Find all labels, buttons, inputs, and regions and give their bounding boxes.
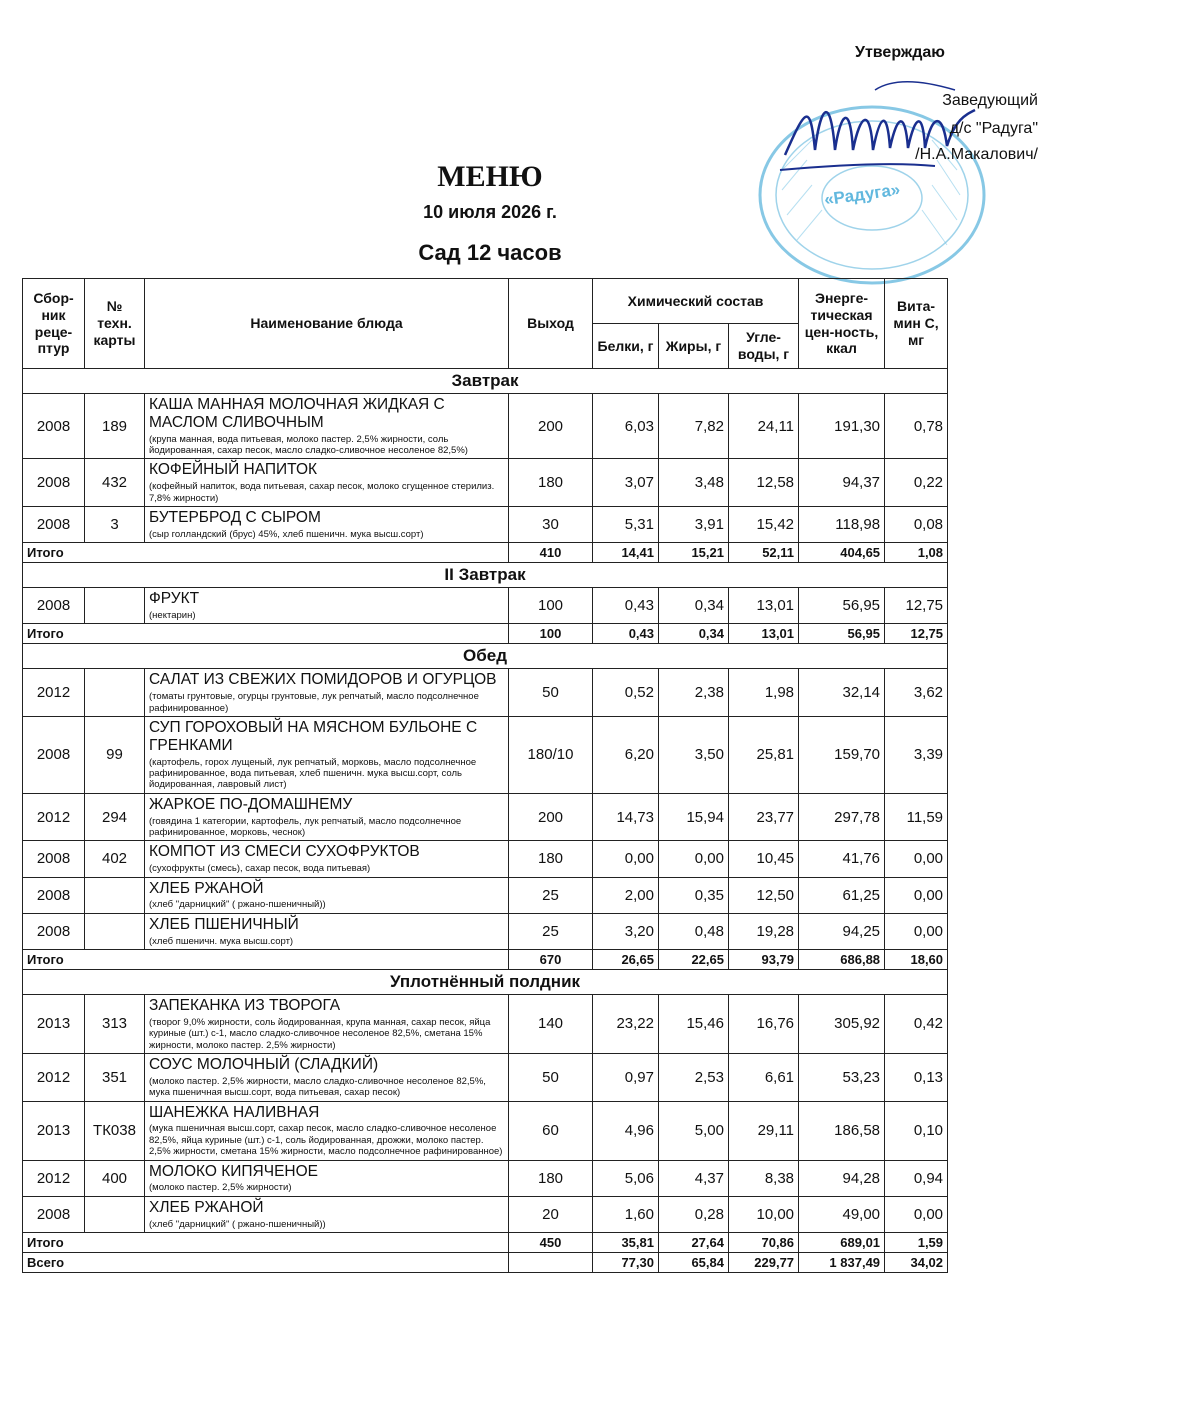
dish-composition: (молоко пастер. 2,5% жирности) xyxy=(149,1182,292,1194)
table-row xyxy=(23,913,948,949)
grand-total-yield xyxy=(509,1252,593,1272)
cell-collection: 2013 xyxy=(23,995,85,1054)
document-group: Сад 12 часов xyxy=(418,240,562,265)
dish-composition: (творог 9,0% жирности, соль йодированная, крупа манная, сахар песок, яйца куриные (шт.) с-1, масло сладко-сливочное несоленое 82,5%, сметана 15% жирности, молоко пастер. 2,5% жирности) xyxy=(149,1016,491,1051)
header-chem: Химический состав xyxy=(593,279,799,324)
dish-composition: (говядина 1 категории, картофель, лук репчатый, масло подсолнечное рафинированное, морковь, чеснок) xyxy=(149,815,462,838)
cell-dish xyxy=(145,717,509,794)
grand-total-energy: 1 837,49 xyxy=(799,1252,885,1272)
total-label: Итого xyxy=(23,1232,509,1252)
total-vitamin: 1,08 xyxy=(885,543,948,563)
dish-composition: (сухофрукты (смесь), сахар песок, вода питьевая) xyxy=(149,863,371,875)
cell-yield: 200 xyxy=(509,394,593,459)
section-row xyxy=(23,369,948,394)
cell-tech-card xyxy=(85,1196,145,1232)
dish-composition: (кофейный напиток, вода питьевая, сахар песок, молоко сгущенное стерилиз. 7,8% жирности) xyxy=(149,481,495,504)
dish-name: КАША МАННАЯ МОЛОЧНАЯ ЖИДКАЯ С МАСЛОМ СЛИВОЧНЫМ xyxy=(149,396,445,431)
cell-vitamin: 0,94 xyxy=(885,1160,948,1196)
cell-protein: 6,03 xyxy=(593,394,659,459)
cell-tech-card: 351 xyxy=(85,1053,145,1101)
cell-protein: 23,22 xyxy=(593,995,659,1054)
cell-dish xyxy=(145,877,509,913)
cell-tech-card: 294 xyxy=(85,793,145,841)
cell-energy: 53,23 xyxy=(799,1053,885,1101)
cell-carbs: 19,28 xyxy=(729,913,799,949)
document-date: 10 июля 2026 г. xyxy=(423,202,557,222)
cell-energy: 191,30 xyxy=(799,394,885,459)
cell-carbs: 10,00 xyxy=(729,1196,799,1232)
cell-tech-card: 189 xyxy=(85,394,145,459)
cell-collection: 2012 xyxy=(23,1053,85,1101)
dish-composition: (картофель, горох лущеный, лук репчатый, морковь, масло подсолнечное рафинированное, вода питьевая, хлеб пшеничн. мука высш.сорт, соль йодированная, лавровый лист) xyxy=(149,756,477,791)
cell-dish xyxy=(145,1196,509,1232)
cell-yield: 60 xyxy=(509,1101,593,1160)
cell-dish xyxy=(145,1101,509,1160)
cell-collection: 2008 xyxy=(23,1196,85,1232)
cell-tech-card xyxy=(85,669,145,717)
dish-name: ФРУКТ xyxy=(149,590,200,608)
cell-vitamin: 0,00 xyxy=(885,913,948,949)
total-vitamin: 18,60 xyxy=(885,950,948,970)
dish-name: БУТЕРБРОД С СЫРОМ xyxy=(149,509,321,526)
cell-fat: 0,35 xyxy=(659,877,729,913)
cell-fat: 15,94 xyxy=(659,793,729,841)
dish-name: САЛАТ ИЗ СВЕЖИХ ПОМИДОРОВ И ОГУРЦОВ xyxy=(149,671,497,689)
cell-carbs: 1,98 xyxy=(729,669,799,717)
header-energy: Энерге-тическая цен-ность, ккал xyxy=(799,279,885,369)
cell-yield: 200 xyxy=(509,793,593,841)
cell-yield: 180 xyxy=(509,1160,593,1196)
header-protein: Белки, г xyxy=(593,324,659,369)
total-vitamin: 12,75 xyxy=(885,624,948,644)
cell-dish xyxy=(145,459,509,507)
total-protein: 26,65 xyxy=(593,950,659,970)
cell-collection: 2012 xyxy=(23,1160,85,1196)
section-row xyxy=(23,644,948,669)
cell-energy: 94,28 xyxy=(799,1160,885,1196)
table-row xyxy=(23,588,948,624)
cell-fat: 0,48 xyxy=(659,913,729,949)
total-yield: 670 xyxy=(509,950,593,970)
cell-vitamin: 0,10 xyxy=(885,1101,948,1160)
table-row xyxy=(23,877,948,913)
table-row xyxy=(23,507,948,543)
cell-dish xyxy=(145,995,509,1054)
cell-protein: 1,60 xyxy=(593,1196,659,1232)
total-carbs: 13,01 xyxy=(729,624,799,644)
section-title: Уплотнённый полдник xyxy=(23,970,948,995)
section-title: Завтрак xyxy=(23,369,948,394)
cell-vitamin: 0,78 xyxy=(885,394,948,459)
total-fat: 0,34 xyxy=(659,624,729,644)
dish-name: ХЛЕБ РЖАНОЙ xyxy=(149,1198,264,1216)
cell-collection: 2012 xyxy=(23,669,85,717)
section-title: Обед xyxy=(23,644,948,669)
cell-fat: 3,50 xyxy=(659,717,729,794)
section-title: II Завтрак xyxy=(23,563,948,588)
cell-collection: 2008 xyxy=(23,394,85,459)
total-energy: 404,65 xyxy=(799,543,885,563)
cell-dish xyxy=(145,1053,509,1101)
approval-organization: д/с "Радуга" xyxy=(949,120,1038,137)
cell-fat: 3,48 xyxy=(659,459,729,507)
cell-vitamin: 0,42 xyxy=(885,995,948,1054)
section-row xyxy=(23,563,948,588)
total-yield: 100 xyxy=(509,624,593,644)
cell-tech-card: 400 xyxy=(85,1160,145,1196)
cell-carbs: 6,61 xyxy=(729,1053,799,1101)
approval-name: /Н.А.Макалович/ xyxy=(915,146,1038,163)
total-label: Итого xyxy=(23,950,509,970)
cell-yield: 25 xyxy=(509,877,593,913)
header-dish-name: Наименование блюда xyxy=(145,279,509,369)
cell-protein: 0,97 xyxy=(593,1053,659,1101)
header-collection: Сбор-ник реце-птур xyxy=(23,279,85,369)
total-fat: 22,65 xyxy=(659,950,729,970)
grand-total-label: Всего xyxy=(23,1252,509,1272)
table-row xyxy=(23,1196,948,1232)
cell-protein: 5,31 xyxy=(593,507,659,543)
cell-vitamin: 0,22 xyxy=(885,459,948,507)
total-energy: 686,88 xyxy=(799,950,885,970)
cell-protein: 0,52 xyxy=(593,669,659,717)
cell-vitamin: 0,00 xyxy=(885,841,948,877)
cell-protein: 3,20 xyxy=(593,913,659,949)
cell-energy: 297,78 xyxy=(799,793,885,841)
cell-carbs: 15,42 xyxy=(729,507,799,543)
approval-block xyxy=(800,40,1060,290)
cell-energy: 159,70 xyxy=(799,717,885,794)
total-row xyxy=(23,1232,948,1252)
cell-tech-card xyxy=(85,877,145,913)
cell-fat: 0,28 xyxy=(659,1196,729,1232)
cell-collection: 2008 xyxy=(23,841,85,877)
dish-composition: (сыр голландский (брус) 45%, хлеб пшеничн. мука высш.сорт) xyxy=(149,528,424,540)
menu-body xyxy=(23,369,948,1273)
grand-total-carbs: 229,77 xyxy=(729,1252,799,1272)
cell-energy: 94,25 xyxy=(799,913,885,949)
cell-energy: 32,14 xyxy=(799,669,885,717)
cell-yield: 100 xyxy=(509,588,593,624)
cell-dish xyxy=(145,507,509,543)
cell-collection: 2008 xyxy=(23,877,85,913)
cell-tech-card: 313 xyxy=(85,995,145,1054)
cell-yield: 140 xyxy=(509,995,593,1054)
dish-name: СУП ГОРОХОВЫЙ НА МЯСНОМ БУЛЬОНЕ С ГРЕНКАМИ xyxy=(149,719,478,754)
table-row xyxy=(23,394,948,459)
table-row xyxy=(23,1160,948,1196)
dish-composition: (хлеб "дарницкий" ( ржано-пшеничный)) xyxy=(149,899,326,911)
cell-dish xyxy=(145,394,509,459)
cell-protein: 14,73 xyxy=(593,793,659,841)
cell-yield: 20 xyxy=(509,1196,593,1232)
cell-dish xyxy=(145,841,509,877)
cell-vitamin: 0,08 xyxy=(885,507,948,543)
cell-collection: 2008 xyxy=(23,588,85,624)
cell-yield: 180 xyxy=(509,459,593,507)
cell-tech-card: ТК038 xyxy=(85,1101,145,1160)
header-yield: Выход xyxy=(509,279,593,369)
total-energy: 56,95 xyxy=(799,624,885,644)
cell-fat: 15,46 xyxy=(659,995,729,1054)
dish-name: ХЛЕБ ПШЕНИЧНЫЙ xyxy=(149,915,299,933)
cell-vitamin: 3,62 xyxy=(885,669,948,717)
cell-yield: 25 xyxy=(509,913,593,949)
cell-vitamin: 3,39 xyxy=(885,717,948,794)
grand-total-row xyxy=(23,1252,948,1272)
cell-energy: 41,76 xyxy=(799,841,885,877)
cell-tech-card xyxy=(85,913,145,949)
cell-carbs: 12,58 xyxy=(729,459,799,507)
dish-name: КОМПОТ ИЗ СМЕСИ СУХОФРУКТОВ xyxy=(149,843,420,861)
total-protein: 14,41 xyxy=(593,543,659,563)
dish-composition: (крупа манная, вода питьевая, молоко пастер. 2,5% жирности, соль йодированная, сахар песок, масло сладко-сливочное несоленое 82,5%) xyxy=(149,433,468,457)
cell-energy: 49,00 xyxy=(799,1196,885,1232)
total-energy: 689,01 xyxy=(799,1232,885,1252)
dish-name: КОФЕЙНЫЙ НАПИТОК xyxy=(149,461,318,479)
total-row xyxy=(23,543,948,563)
total-protein: 0,43 xyxy=(593,624,659,644)
total-row xyxy=(23,624,948,644)
cell-carbs: 16,76 xyxy=(729,995,799,1054)
menu-table xyxy=(22,278,948,1273)
cell-carbs: 10,45 xyxy=(729,841,799,877)
cell-yield: 30 xyxy=(509,507,593,543)
dish-composition: (нектарин) xyxy=(149,610,196,622)
total-yield: 410 xyxy=(509,543,593,563)
total-carbs: 70,86 xyxy=(729,1232,799,1252)
cell-yield: 50 xyxy=(509,1053,593,1101)
header-carbs: Угле-воды, г xyxy=(729,324,799,369)
cell-carbs: 24,11 xyxy=(729,394,799,459)
cell-protein: 0,43 xyxy=(593,588,659,624)
dish-composition: (молоко пастер. 2,5% жирности, масло сладко-сливочное несоленое 82,5%, мука пшеничная высш.сорт, вода питьевая, сахар песок) xyxy=(149,1075,486,1099)
document-title: МЕНЮ xyxy=(437,160,543,193)
dish-name: СОУС МОЛОЧНЫЙ (СЛАДКИЙ) xyxy=(149,1055,379,1073)
total-yield: 450 xyxy=(509,1232,593,1252)
cell-protein: 4,96 xyxy=(593,1101,659,1160)
cell-yield: 50 xyxy=(509,669,593,717)
grand-total-vitamin: 34,02 xyxy=(885,1252,948,1272)
total-fat: 27,64 xyxy=(659,1232,729,1252)
cell-dish xyxy=(145,793,509,841)
cell-vitamin: 12,75 xyxy=(885,588,948,624)
table-row xyxy=(23,793,948,841)
table-row xyxy=(23,1053,948,1101)
table-row xyxy=(23,717,948,794)
cell-dish xyxy=(145,669,509,717)
dish-composition: (томаты грунтовые, огурцы грунтовые, лук репчатый, масло подсолнечное рафинированное) xyxy=(149,691,479,714)
cell-fat: 7,82 xyxy=(659,394,729,459)
dish-composition: (хлеб "дарницкий" ( ржано-пшеничный)) xyxy=(149,1218,326,1230)
cell-fat: 0,00 xyxy=(659,841,729,877)
cell-energy: 305,92 xyxy=(799,995,885,1054)
dish-name: ХЛЕБ РЖАНОЙ xyxy=(149,879,264,897)
dish-name: МОЛОКО КИПЯЧЕНОЕ xyxy=(149,1162,319,1180)
cell-fat: 5,00 xyxy=(659,1101,729,1160)
cell-vitamin: 11,59 xyxy=(885,793,948,841)
dish-name: ЖАРКОЕ ПО-ДОМАШНЕМУ xyxy=(149,795,353,813)
cell-collection: 2008 xyxy=(23,459,85,507)
table-row xyxy=(23,1101,948,1160)
cell-energy: 94,37 xyxy=(799,459,885,507)
cell-tech-card: 3 xyxy=(85,507,145,543)
cell-dish xyxy=(145,1160,509,1196)
cell-protein: 0,00 xyxy=(593,841,659,877)
cell-fat: 0,34 xyxy=(659,588,729,624)
total-label: Итого xyxy=(23,624,509,644)
approval-position: Заведующий xyxy=(942,92,1038,109)
grand-total-fat: 65,84 xyxy=(659,1252,729,1272)
cell-collection: 2008 xyxy=(23,507,85,543)
cell-vitamin: 0,13 xyxy=(885,1053,948,1101)
total-fat: 15,21 xyxy=(659,543,729,563)
cell-tech-card: 402 xyxy=(85,841,145,877)
cell-vitamin: 0,00 xyxy=(885,877,948,913)
approval-title: Утверждаю xyxy=(855,44,945,61)
cell-carbs: 29,11 xyxy=(729,1101,799,1160)
cell-energy: 186,58 xyxy=(799,1101,885,1160)
cell-yield: 180 xyxy=(509,841,593,877)
cell-energy: 118,98 xyxy=(799,507,885,543)
cell-protein: 3,07 xyxy=(593,459,659,507)
total-carbs: 52,11 xyxy=(729,543,799,563)
cell-carbs: 25,81 xyxy=(729,717,799,794)
cell-collection: 2013 xyxy=(23,1101,85,1160)
cell-tech-card: 99 xyxy=(85,717,145,794)
header-fat: Жиры, г xyxy=(659,324,729,369)
total-label: Итого xyxy=(23,543,509,563)
cell-fat: 4,37 xyxy=(659,1160,729,1196)
dish-composition: (мука пшеничная высш.сорт, сахар песок, масло сладко-сливочное несоленое 82,5%, яйца куриные (шт.) с-1, соль йодированная, дрожжи, молоко пастер. 2,5% жирности, сметана 15% жирности, масло подсолнечное рафинированное) xyxy=(149,1123,503,1158)
stamp-text: «Радуга» xyxy=(822,179,902,210)
cell-collection: 2008 xyxy=(23,913,85,949)
cell-fat: 2,53 xyxy=(659,1053,729,1101)
dish-composition: (хлеб пшеничн. мука высш.сорт) xyxy=(149,935,294,947)
cell-collection: 2008 xyxy=(23,717,85,794)
cell-protein: 6,20 xyxy=(593,717,659,794)
cell-yield: 180/10 xyxy=(509,717,593,794)
total-row xyxy=(23,950,948,970)
cell-fat: 2,38 xyxy=(659,669,729,717)
cell-carbs: 8,38 xyxy=(729,1160,799,1196)
total-protein: 35,81 xyxy=(593,1232,659,1252)
cell-collection: 2012 xyxy=(23,793,85,841)
table-row xyxy=(23,841,948,877)
cell-protein: 2,00 xyxy=(593,877,659,913)
cell-energy: 61,25 xyxy=(799,877,885,913)
cell-carbs: 12,50 xyxy=(729,877,799,913)
header-tech-card: № техн. карты xyxy=(85,279,145,369)
cell-carbs: 23,77 xyxy=(729,793,799,841)
cell-fat: 3,91 xyxy=(659,507,729,543)
cell-protein: 5,06 xyxy=(593,1160,659,1196)
dish-name: ШАНЕЖКА НАЛИВНАЯ xyxy=(149,1103,320,1121)
cell-dish xyxy=(145,588,509,624)
table-row xyxy=(23,459,948,507)
cell-carbs: 13,01 xyxy=(729,588,799,624)
table-row xyxy=(23,669,948,717)
total-carbs: 93,79 xyxy=(729,950,799,970)
cell-energy: 56,95 xyxy=(799,588,885,624)
header-row xyxy=(23,279,948,324)
cell-tech-card: 432 xyxy=(85,459,145,507)
header-vitamin: Вита-мин С, мг xyxy=(885,279,948,369)
section-row xyxy=(23,970,948,995)
total-vitamin: 1,59 xyxy=(885,1232,948,1252)
dish-name: ЗАПЕКАНКА ИЗ ТВОРОГА xyxy=(149,997,341,1014)
cell-tech-card xyxy=(85,588,145,624)
grand-total-protein: 77,30 xyxy=(593,1252,659,1272)
cell-dish xyxy=(145,913,509,949)
table-row xyxy=(23,995,948,1054)
cell-vitamin: 0,00 xyxy=(885,1196,948,1232)
